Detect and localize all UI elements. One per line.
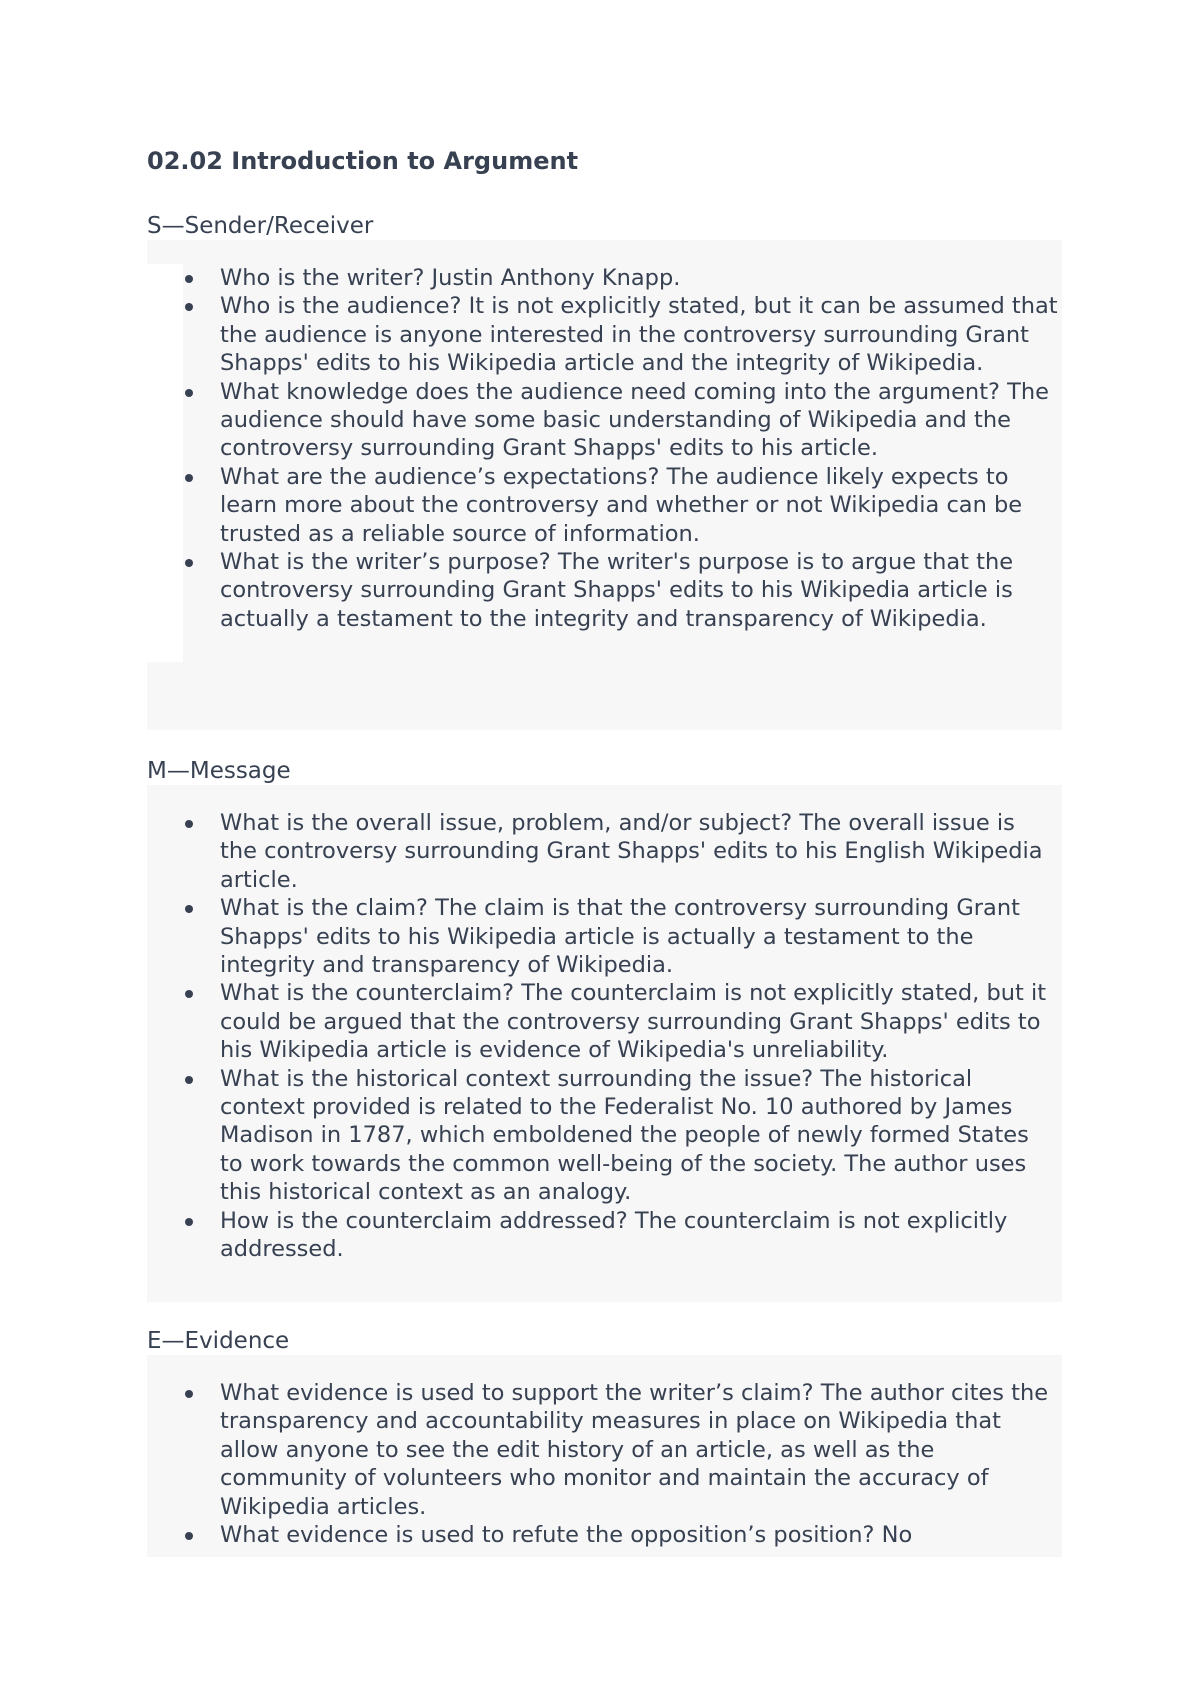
list-item: What evidence is used to support the writer’s claim? The author cites the transparency and accountability measures in place on Wikipedia that allow anyone to see the edit history of an article, as well as the community of volunteers who monitor and maintain the accuracy of Wikipedia articles. (147, 1379, 1062, 1521)
section-sender-receiver (147, 212, 1062, 730)
list-item: Who is the writer? Justin Anthony Knapp. (147, 264, 1062, 292)
list-item: What are the audience’s expectations? The audience likely expects to learn more about the controversy and whether or not Wikipedia can be trusted as a reliable source of information. (147, 463, 1062, 548)
list-item: What is the overall issue, problem, and/or subject? The overall issue is the controversy surrounding Grant Shapps' edits to his English Wikipedia article. (147, 809, 1062, 894)
bullet-list (147, 1355, 1062, 1549)
bullet-icon (185, 474, 193, 482)
bullet-icon (185, 990, 193, 998)
bullet-icon (185, 275, 193, 283)
bullet-icon (185, 1532, 193, 1540)
list-item: What is the claim? The claim is that the controversy surrounding Grant Shapps' edits to his Wikipedia article is actually a testament to the integrity and transparency of Wikipedia. (147, 894, 1062, 979)
bullet-icon (185, 559, 193, 567)
list-item: What knowledge does the audience need coming into the argument? The audience should have some basic understanding of Wikipedia and the controversy surrounding Grant Shapps' edits to his article. (147, 378, 1062, 463)
section-message (147, 757, 1062, 1302)
bullet-icon (185, 1218, 193, 1226)
bullet-list (147, 785, 1062, 1264)
list-item: What is the writer’s purpose? The writer's purpose is to argue that the controversy surrounding Grant Shapps' edits to his Wikipedia article is actually a testament to the integrity and transparency of Wikipedia. (147, 548, 1062, 633)
page-title: 02.02 Introduction to Argument (147, 147, 579, 175)
bullet-icon (185, 820, 193, 828)
section-heading: E—Evidence (147, 1327, 1062, 1355)
bullet-icon (185, 1076, 193, 1084)
list-item: Who is the audience? It is not explicitly stated, but it can be assumed that the audience is anyone interested in the controversy surrounding Grant Shapps' edits to his Wikipedia article and the integrity of Wikipedia. (147, 292, 1062, 377)
list-item: How is the counterclaim addressed? The counterclaim is not explicitly addressed. (147, 1207, 1062, 1264)
bullet-icon (185, 1390, 193, 1398)
bullet-icon (185, 389, 193, 397)
bullet-icon (185, 303, 193, 311)
bullet-icon (185, 905, 193, 913)
section-evidence (147, 1327, 1062, 1557)
list-item: What is the counterclaim? The counterclaim is not explicitly stated, but it could be argued that the controversy surrounding Grant Shapps' edits to his Wikipedia article is evidence of Wikipedia's unreliability. (147, 979, 1062, 1064)
list-item: What evidence is used to refute the opposition’s position? No (147, 1521, 1062, 1549)
list-item: What is the historical context surrounding the issue? The historical context provided is related to the Federalist No. 10 authored by James Madison in 1787, which emboldened the people of newly formed States to work towards the common well-being of the society. The author uses this historical context as an analogy. (147, 1065, 1062, 1207)
section-heading: S—Sender/Receiver (147, 212, 1062, 240)
section-heading: M—Message (147, 757, 1062, 785)
bullet-list (147, 240, 1062, 633)
